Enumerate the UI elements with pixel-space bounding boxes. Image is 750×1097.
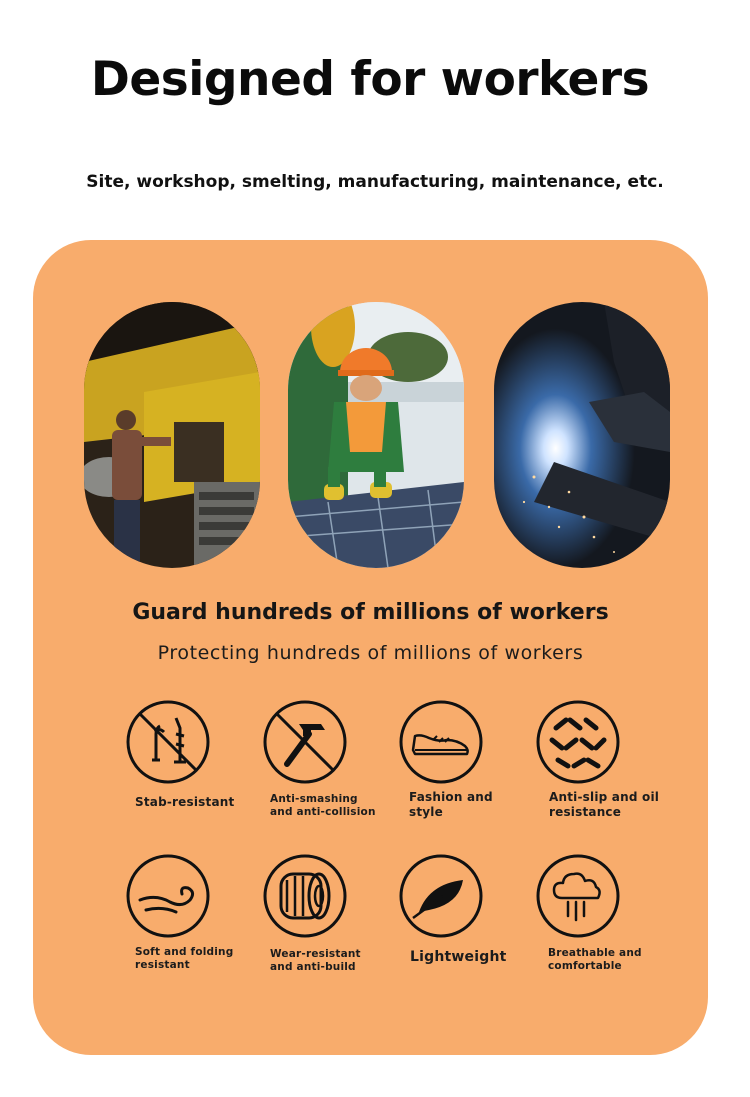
shoe-icon (399, 700, 483, 784)
cloud-vent-icon (536, 854, 620, 938)
nails-prohibited-icon (126, 700, 210, 784)
feature-label: Breathable and comfortable (548, 947, 642, 972)
feature-label: Soft and folding resistant (135, 946, 234, 971)
solar-worker-photo (288, 302, 464, 568)
hammer-prohibited-icon (263, 700, 347, 784)
feather-icon (399, 854, 483, 938)
welder-photo (494, 302, 670, 568)
page-title: Designed for workers (90, 52, 650, 107)
feature-label: Stab-resistant (135, 795, 235, 809)
feature-label: Fashion and style (409, 790, 493, 819)
mechanic-photo (84, 302, 260, 568)
wave-icon (126, 854, 210, 938)
feature-label: Anti-slip and oil resistance (549, 790, 660, 819)
card-headline: Guard hundreds of millions of workers (132, 600, 609, 625)
feature-label: Lightweight (410, 949, 507, 965)
tire-icon (263, 854, 347, 938)
feature-card (33, 240, 708, 1055)
feature-label: Anti-smashing and anti-collision (270, 793, 376, 818)
card-subheadline: Protecting hundreds of millions of workers (157, 642, 584, 664)
sole-pattern-icon (536, 700, 620, 784)
page-subtitle: Site, workshop, smelting, manufacturing, maintenance, etc. (86, 172, 664, 192)
feature-label: Wear-resistant and anti-build (270, 948, 361, 973)
